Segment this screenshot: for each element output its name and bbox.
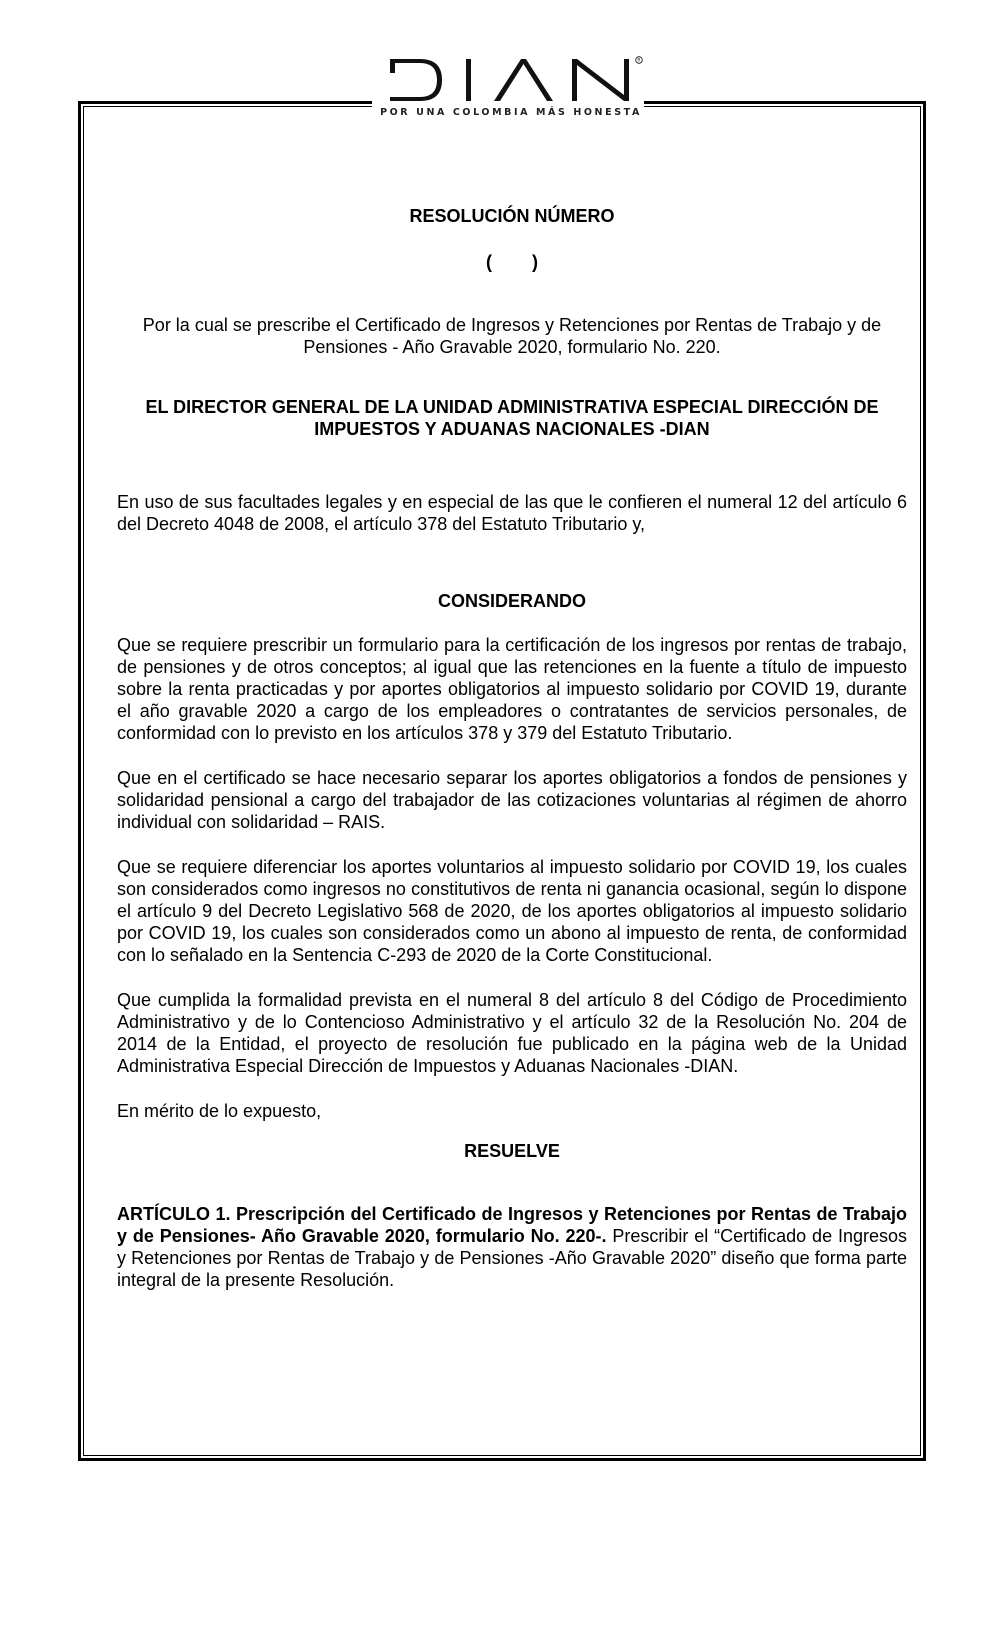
dian-wordmark-icon — [386, 55, 646, 105]
articulo-1 — [117, 1203, 907, 1291]
resolution-subtitle: Por la cual se prescribe el Certificado de Ingresos y Retenciones por Rentas de Trabajo y de Pensiones - Año Gravable 2020, formulario No. 220. — [142, 315, 882, 357]
resuelve-heading: RESUELVE — [464, 1141, 560, 1161]
articulo-1-text: Prescribir el “Certificado de Ingresos y Retenciones por Rentas de Trabajo y de Pensiones -Año Gravable 2020” diseño que forma parte integral de la presente Resolución. — [117, 1226, 907, 1290]
dian-logo — [380, 55, 652, 133]
merito-paragraph: En mérito de lo expuesto, — [117, 1101, 322, 1121]
resolution-number: ( ) — [486, 252, 538, 272]
logo-tagline: POR UNA COLOMBIA MÁS HONESTA — [380, 107, 642, 118]
considerando-paragraph-3: Que se requiere diferenciar los aportes voluntarios al impuesto solidario por COVID 19, los cuales son considerados como ingresos no constitutivos de renta ni ganancia ocasional, según lo dispone el artículo 9 del Decreto Legislativo 568 de 2020, de los aportes obligatorios al impuesto solidario por COVID 19, los cuales son considerados como un abono al impuesto de renta, de conformidad con lo señalado en la Sentencia C-293 de 2020 de la Corte Constitucional. — [117, 857, 907, 965]
considerando-paragraph-4: Que cumplida la formalidad prevista en el numeral 8 del artículo 8 del Código de Procedimiento Administrativo y de lo Contencioso Administrativo y el artículo 32 de la Resolución No. 204 de 2014 de la Entidad, el proyecto de resolución fue publicado en la página web de la Unidad Administrativa Especial Dirección de Impuestos y Aduanas Nacionales -DIAN. — [117, 990, 907, 1076]
considerando-heading: CONSIDERANDO — [437, 591, 586, 611]
director-heading: EL DIRECTOR GENERAL DE LA UNIDAD ADMINISTRATIVA ESPECIAL DIRECCIÓN DE IMPUESTOS Y ADUANAS NACIONALES -DIAN — [145, 397, 879, 439]
resolution-title: RESOLUCIÓN NÚMERO — [409, 206, 615, 226]
articulo-1-heading: ARTÍCULO 1. Prescripción del Certificado de Ingresos y Retenciones por Rentas de Trabajo y de Pensiones- Año Gravable 2020, formulario No. 220-. — [117, 1204, 907, 1246]
considerando-paragraph-2: Que en el certificado se hace necesario separar los aportes obligatorios a fondos de pensiones y solidaridad pensional a cargo del trabajador de las cotizaciones voluntarias al régimen de ahorro individual con solidaridad – RAIS. — [117, 768, 907, 832]
document-body — [117, 205, 907, 1291]
faculties-paragraph: En uso de sus facultades legales y en especial de las que le confieren el numeral 12 del artículo 6 del Decreto 4048 de 2008, el artículo 378 del Estatuto Tributario y, — [117, 492, 907, 534]
svg-text:R: R — [637, 58, 641, 64]
considerando-paragraph-1: Que se requiere prescribir un formulario para la certificación de los ingresos por rentas de trabajo, de pensiones y de otros conceptos; al igual que las retenciones en la fuente a título de impuesto sobre la renta practicadas y por aportes obligatorios al impuesto solidario por COVID 19, durante el año gravable 2020 a cargo de los empleadores o contratantes de servicios personales, de conformidad con lo previsto en los artículos 378 y 379 del Estatuto Tributario. — [117, 635, 907, 743]
